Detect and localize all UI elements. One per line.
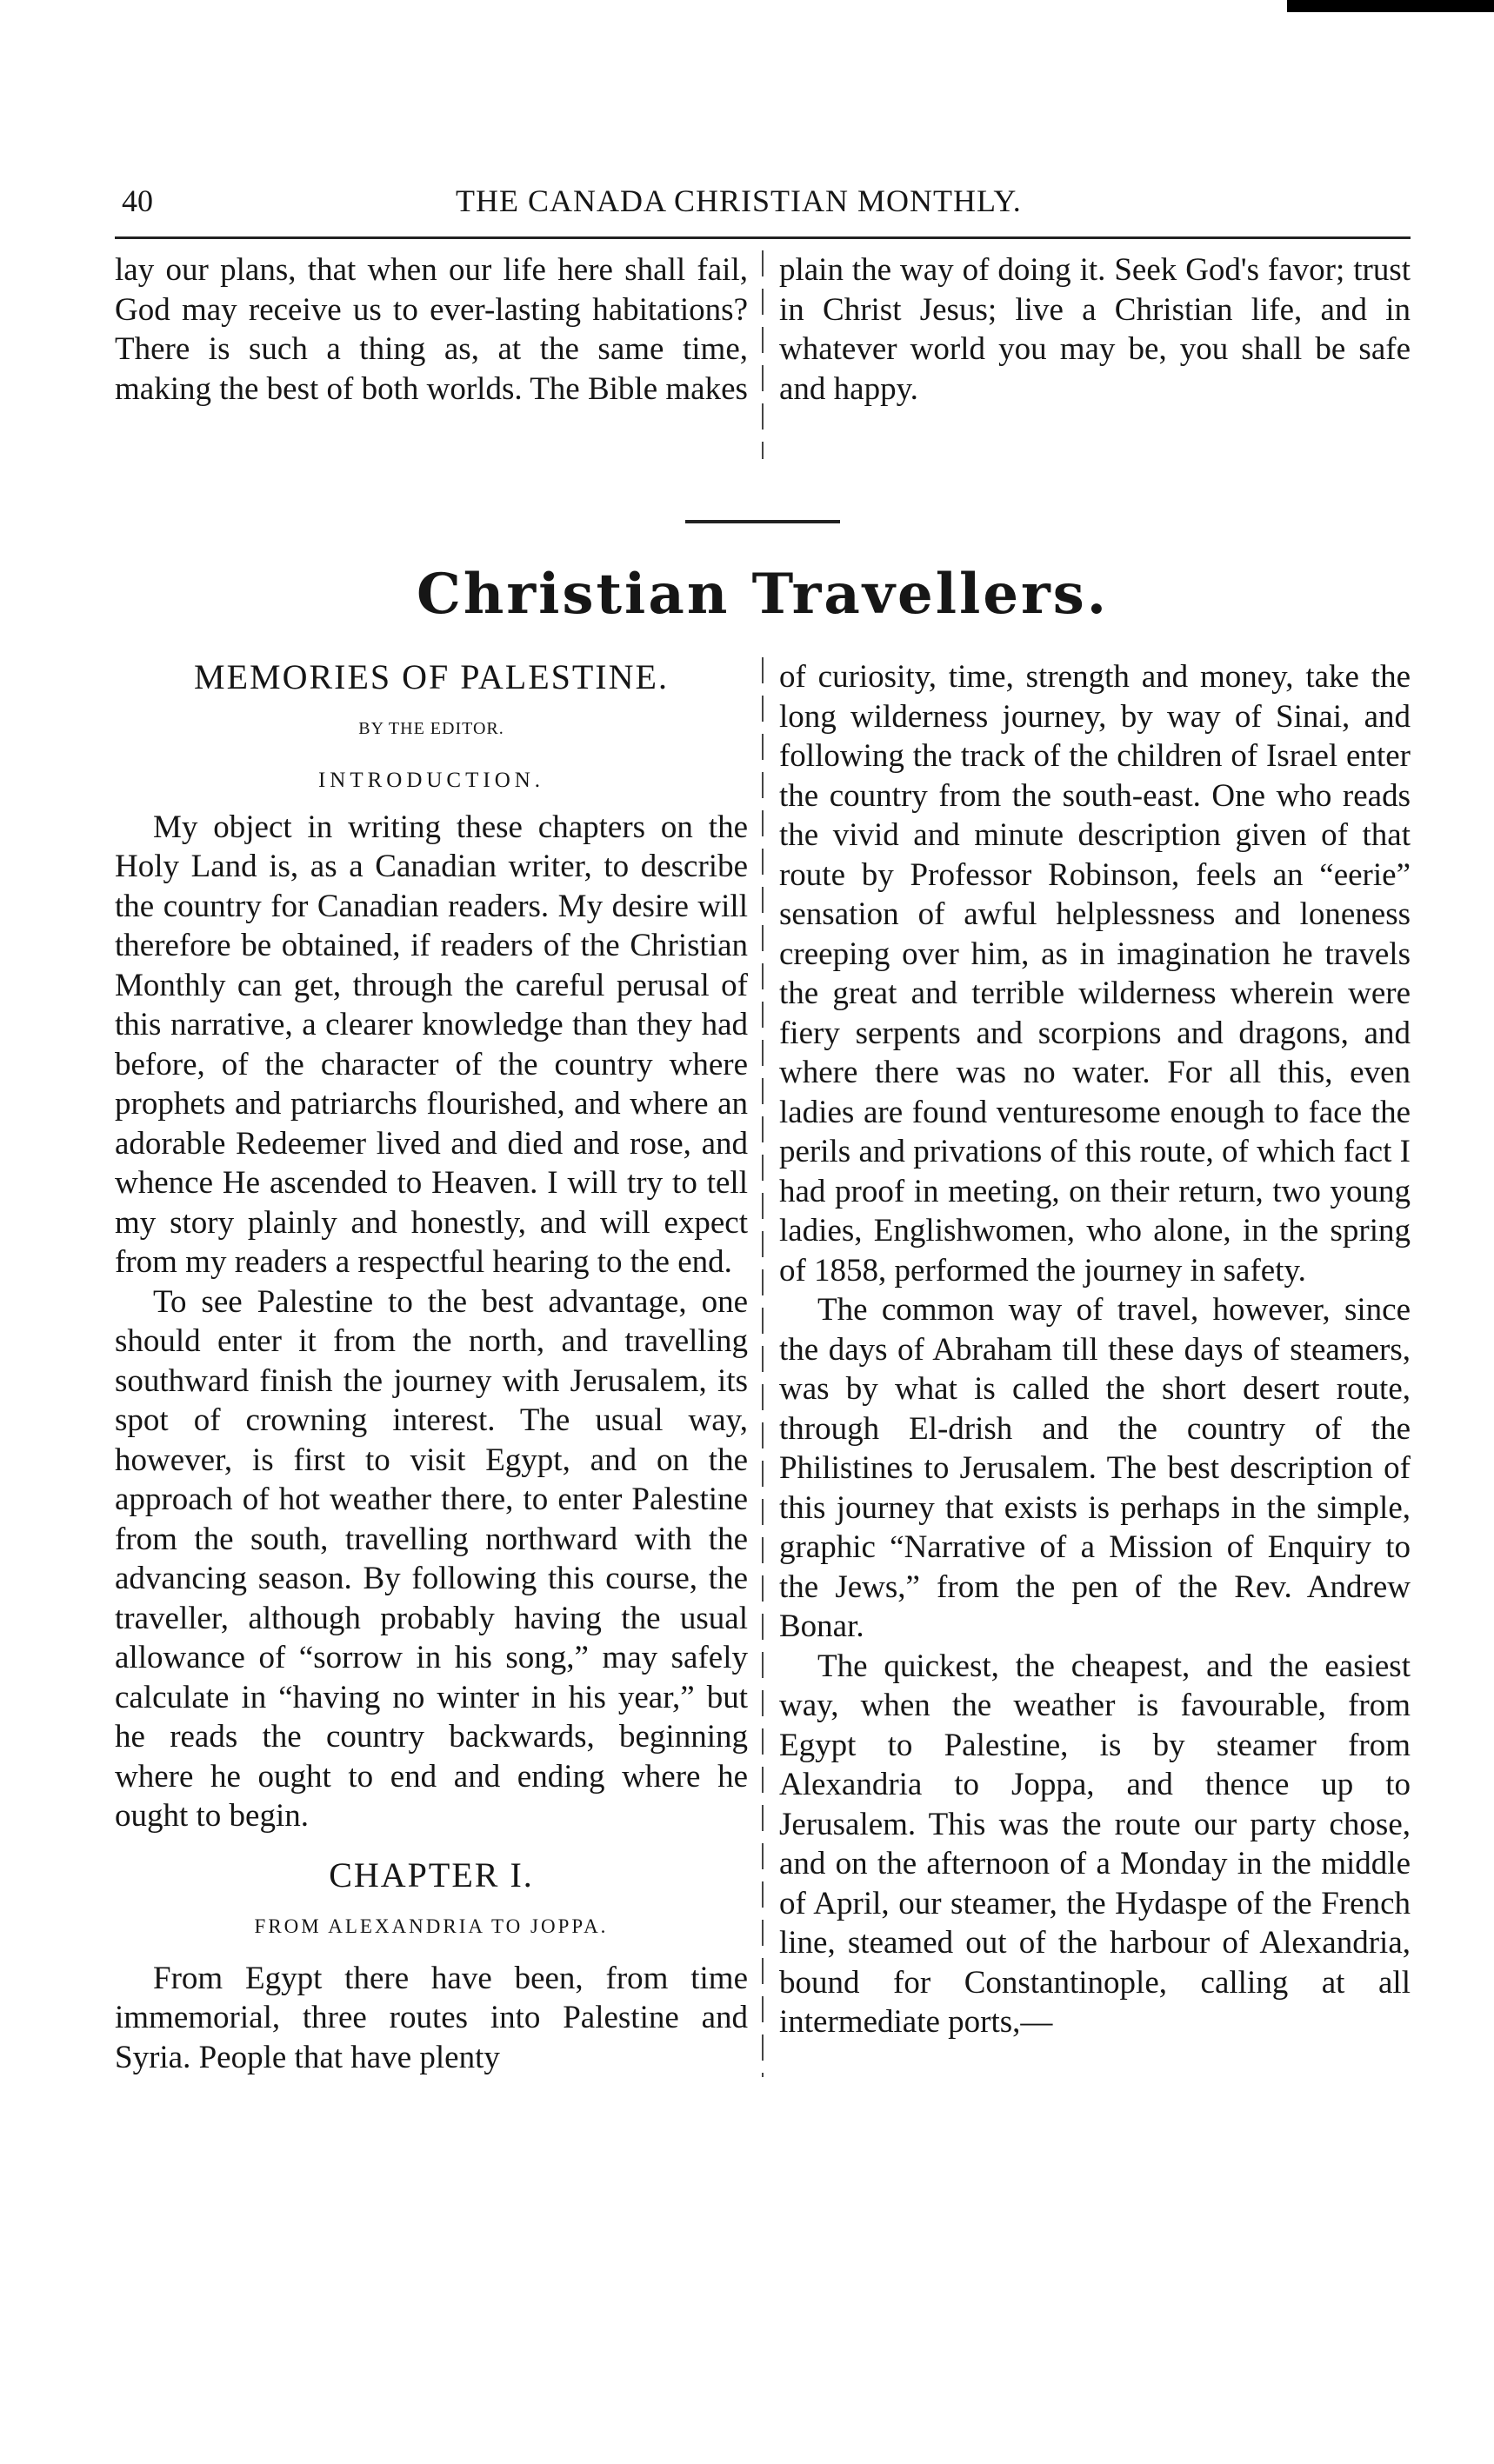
journal-title: THE CANADA CHRISTIAN MONTHLY. [456, 183, 1022, 218]
right-paragraph-2: The common way of travel, however, since the days of Abraham till these days of steamers, was by what is called the short desert route, through El-drish and the country of the Philistines to Jerusalem. The best description of this journey that exists is perhaps in the simple, graphic “Narrative of a Mission of Enquiry to the Jews,” from the pen of the Rev. Andrew Bonar. [778, 1292, 1411, 1644]
continuation-right-text: plain the way of doing it. Seek God's favor; trust in Christ Jesus; live a Christian life, and in whatever world you may be, you shall be safe and happy. [778, 252, 1411, 407]
article-right-column [764, 657, 1411, 2077]
section-divider-rule [685, 520, 840, 523]
introduction-heading: INTRODUCTION. [317, 769, 545, 792]
header-rule [115, 236, 1411, 239]
section-title: Christian Travellers. [416, 562, 1110, 627]
continuation-right-column [764, 250, 1411, 459]
top-edge-rule [1287, 0, 1494, 12]
chapter-title: CHAPTER I. [329, 1855, 534, 1895]
right-paragraph-3: The quickest, the cheapest, and the easiest way, when the weather is favourable, from Egypt to Palestine, is by steamer from Alexandria to Joppa, and thence up to Jerusalem. This was the route our party chose, and on the afternoon of a Monday in the middle of April, our steamer, the Hydaspe of the French line, steamed out of the harbour of Alexandria, bound for Constantinople, calling at all intermediate ports,— [778, 1648, 1411, 2040]
article-byline: BY THE EDITOR. [358, 718, 504, 738]
right-paragraph-1: of curiosity, time, strength and money, take the long wilderness journey, by way of Sinai, and following the track of the children of Israel enter the country from the south-east. One who reads the vivid and minute description given of that route by Professor Robinson, feels an “eerie” sensation of awful helplessness and loneness creeping over him, as in imagination he travels the great and terrible wilderness wherein were fiery serpents and scorpions and dragons, and where there was no water. For all this, even ladies are found venturesome enough to face the perils and privations of this route, of which fact I had proof in meeting, on their return, two young ladies, Englishwomen, who alone, in the spring of 1858, performed the journey in safety. [778, 659, 1411, 1289]
page-number: 40 [122, 183, 153, 218]
running-head [115, 174, 1411, 235]
intro-paragraph-1: My object in writing these chapters on the Holy Land is, as a Canadian writer, to describe the country for Canadian readers. My desire will therefore be obtained, if readers of the Christian Monthly can get, through the careful perusal of this narrative, a clearer knowledge than they had before, of the character of the country where prophets and patriarchs flourished, and where an adorable Redeemer lived and died and rose, and whence He ascended to Heaven. I will try to tell my story plainly and honestly, and will expect from my readers a respectful hearing to the end. [115, 809, 748, 1280]
article-title: MEMORIES OF PALESTINE. [194, 657, 669, 696]
page [115, 174, 1411, 2077]
article-left-column [115, 657, 762, 2077]
chapter-paragraph-1: From Egypt there have been, from time immemorial, three routes into Palestine and Syria. People that have plenty [115, 1960, 748, 2075]
continuation-left-column [115, 250, 762, 459]
article-body [115, 657, 1411, 2077]
intro-paragraph-2: To see Palestine to the best advantage, one should enter it from the north, and travelling southward finish the journey with Jerusalem, its spot of crowning interest. The usual way, however, is first to visit Egypt, and on the approach of hot weather there, to enter Palestine from the south, travelling northward with the advancing season. By following this course, the traveller, although probably having the usual allowance of “sorrow in his song,” may safely calculate in “having no winter in his year,” but he reads the country backwards, beginning where he ought to end and ending where he ought to begin. [115, 1283, 748, 1834]
continuation-block [115, 250, 1411, 459]
continuation-left-text: lay our plans, that when our life here shall fail, God may receive us to ever-lasting habitations? There is such a thing as, at the same time, making the best of both worlds. The Bible makes [115, 252, 748, 407]
chapter-subtitle: FROM ALEXANDRIA TO JOPPA. [254, 1915, 609, 1937]
